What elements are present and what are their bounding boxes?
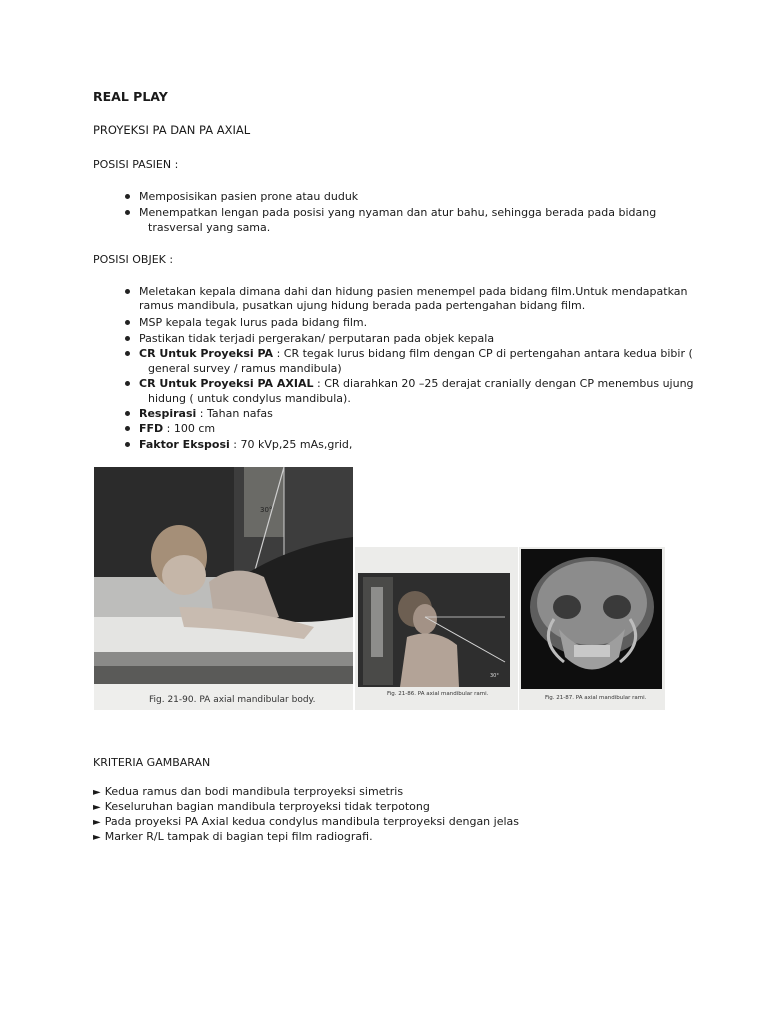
triangle-pointer-icon: ► [93, 787, 101, 798]
page-title: REAL PLAY [93, 89, 168, 104]
bullet [125, 351, 130, 356]
item-text: Keseluruhan bagian mandibula terproyeksi tidak terpotong [104, 800, 430, 813]
label-bold: Faktor Eksposi [139, 438, 230, 451]
list-item [93, 814, 519, 830]
item-text: : CR tegak lurus bidang film dengan CP di pertengahan antara kedua bibir ( [273, 347, 693, 360]
kriteria-heading: KRITERIA GAMBARAN [93, 756, 211, 769]
list-item-continuation: general survey / ramus mandibula) [148, 362, 342, 375]
list-item-continuation: hidung ( untuk condylus mandibula). [148, 392, 351, 405]
label-bold: CR Untuk Proyeksi PA [139, 347, 274, 360]
list-item [139, 346, 693, 361]
list-item [139, 376, 694, 391]
bullet [125, 194, 130, 199]
bullet [125, 336, 130, 341]
figure-caption: Fig. 21-87. PA axial mandibular rami. [545, 695, 647, 701]
bullet [125, 411, 130, 416]
item-text: Kedua ramus dan bodi mandibula terproyeksi simetris [104, 785, 404, 798]
prone-patient-photo [94, 467, 353, 710]
label-bold: Respirasi [139, 407, 197, 420]
item-text: : CR diarahkan 20 –25 derajat cranially dengan CP menembus ujung [313, 377, 694, 390]
bullet [125, 289, 130, 294]
item-text: Pada proyeksi PA Axial kedua condylus mandibula terproyeksi dengan jelas [104, 815, 520, 828]
triangle-pointer-icon: ► [93, 817, 101, 828]
list-item-continuation: ramus mandibula, pusatkan ujung hidung berada pada pertengahan bidang film. [139, 299, 586, 312]
seated-patient-photo [355, 547, 518, 710]
item-text: : Tahan nafas [196, 407, 273, 420]
bullet [125, 381, 130, 386]
list-item [93, 799, 430, 815]
list-item: Meletakan kepala dimana dahi dan hidung pasien menempel pada bidang film.Untuk mendapatkan [139, 285, 688, 298]
figure-caption: Fig. 21-86. PA axial mandibular rami. [387, 691, 489, 697]
posisi-objek-heading: POSISI OBJEK : [93, 253, 174, 266]
list-item: Pastikan tidak terjadi pergerakan/ perputaran pada objek kepala [139, 332, 495, 345]
angle-label: 30° [260, 506, 273, 514]
section-subtitle: PROYEKSI PA DAN PA AXIAL [93, 123, 251, 137]
angle-label: 30° [490, 673, 499, 679]
item-text: : 70 kVp,25 mAs,grid, [229, 438, 353, 451]
figure-pa-axial-mandibular-body [94, 467, 353, 710]
figure-caption: Fig. 21-90. PA axial mandibular body. [149, 695, 316, 705]
list-item [139, 421, 215, 436]
list-item: Menempatkan lengan pada posisi yang nyaman dan atur bahu, sehingga berada pada bidang [139, 206, 657, 219]
label-bold: CR Untuk Proyeksi PA AXIAL [139, 377, 314, 390]
figure-pa-axial-radiograph [519, 547, 665, 710]
item-text: Marker R/L tampak di bagian tepi film radiografi. [104, 830, 373, 843]
item-text: : 100 cm [163, 422, 216, 435]
triangle-pointer-icon: ► [93, 802, 101, 813]
list-item: MSP kepala tegak lurus pada bidang film. [139, 316, 368, 329]
skull-xray-image [519, 547, 665, 710]
bullet [125, 320, 130, 325]
posisi-pasien-heading: POSISI PASIEN : [93, 158, 179, 171]
list-item [93, 829, 373, 845]
triangle-pointer-icon: ► [93, 832, 101, 843]
bullet [125, 426, 130, 431]
list-item [139, 437, 352, 452]
label-bold: FFD [139, 422, 164, 435]
figure-pa-axial-mandibular-rami-photo [355, 547, 518, 710]
bullet [125, 210, 130, 215]
bullet [125, 442, 130, 447]
list-item-continuation: trasversal yang sama. [148, 221, 271, 234]
list-item: Memposisikan pasien prone atau duduk [139, 190, 359, 203]
list-item [139, 406, 273, 421]
list-item [93, 784, 403, 800]
